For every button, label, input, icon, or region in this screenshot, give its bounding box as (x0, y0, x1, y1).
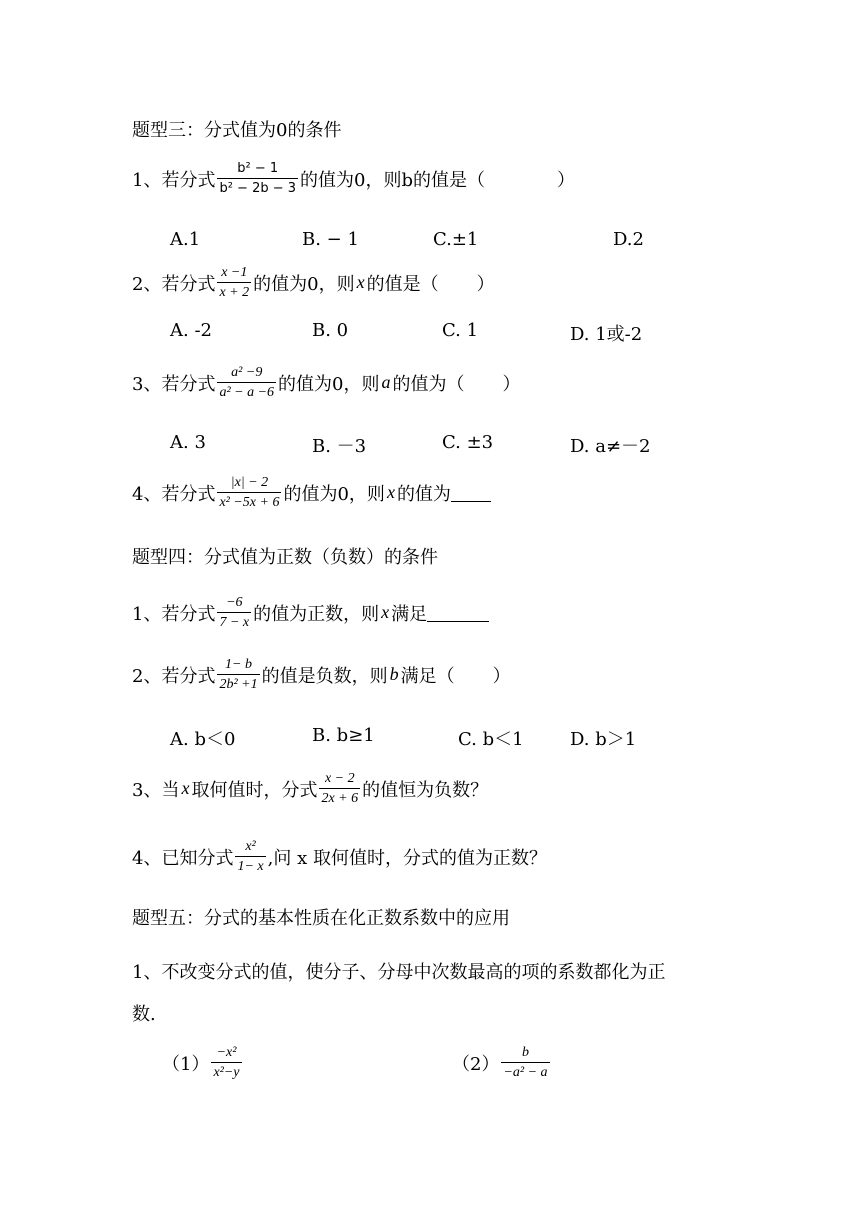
fraction: $\frac{\text{x²}}{1- x}$ (237, 839, 264, 874)
sec5-part-1: （1） $\frac{\text{−x²}}{\text{x²−y}}$ (162, 1045, 240, 1080)
option-c: C. ±3 (442, 432, 494, 453)
answer-blank[interactable] (427, 603, 489, 622)
section-5-title: 题型五：分式的基本性质在化正数系数中的应用 (132, 908, 510, 929)
option-c: C. 1 (442, 320, 479, 341)
sec4-question-3: 3、当 x 取何值时，分式 $\frac{x - 2}{2x + 6}$ 的值恒为负数？ (132, 771, 489, 806)
sec3-question-1: 1、若分式 $\frac{\text{b² − 1}}{\text{b² − 2b − 3}}$ 的值为0，则b的值是（ ） (132, 161, 576, 196)
option-d: D.2 (613, 229, 644, 250)
option-b: B. − 1 (302, 229, 359, 250)
fraction: $\frac{1- b}{\text{2b² +1}}$ (219, 657, 258, 692)
sec3-question-3: 3、若分式 $\frac{\text{a² −9}}{\text{a² − a −6}}$ 的值为0，则 a 的值为（ ） (132, 365, 521, 400)
sec5-part-2: （2） $\frac{b}{\text{−a² − a}}$ (452, 1045, 548, 1080)
fraction: $\frac{\text{−x²}}{\text{x²−y}}$ (213, 1045, 240, 1080)
sec4-question-1: 1、若分式 $\frac{-6}{7 - x}$ 的值为正数，则 x 满足 (132, 594, 489, 631)
fraction: $\frac{b}{\text{−a² − a}}$ (503, 1045, 548, 1080)
sec4-question-2: 2、若分式 $\frac{1- b}{\text{2b² +1}}$ 的值是负数，则 b 满足（ ） (132, 657, 511, 692)
section-3-title: 题型三：分式值为0的条件 (132, 120, 342, 141)
fraction: $\frac{-6}{7 - x}$ (219, 595, 250, 630)
fraction: $\frac{\text{b² − 1}}{\text{b² − 2b − 3}}$ (219, 161, 297, 196)
section-4-title: 题型四：分式值为正数（负数）的条件 (132, 547, 438, 568)
option-b: B. b≥1 (312, 725, 375, 746)
sec5-question-1-line-2: 数. (132, 1004, 156, 1025)
sec4-question-4: 4、已知分式 $\frac{\text{x²}}{1- x}$ ,问 x 取何值时，分式的值为正数？ (132, 839, 547, 874)
option-c: C. b＜1 (458, 729, 524, 750)
option-b: B. －3 (312, 436, 367, 457)
sec5-question-1-line-1: 1、不改变分式的值，使分子、分母中次数最高的项的系数都化为正 (132, 962, 666, 983)
sec3-question-2: 2、若分式 $\frac{x -1}{x + 2}$ 的值为0，则 x 的值是（ ） (132, 265, 495, 300)
option-a: A.1 (170, 229, 201, 250)
option-d: D. b＞1 (570, 729, 637, 750)
option-d: D. 1或-2 (570, 324, 643, 345)
option-a: A. b＜0 (170, 729, 236, 750)
option-d: D. a≠－2 (570, 436, 651, 457)
option-a: A. 3 (170, 432, 206, 453)
fraction: $\frac{x -1}{x + 2}$ (219, 265, 250, 300)
option-c: C.±1 (433, 229, 479, 250)
fraction: $\frac{x - 2}{2x + 6}$ (321, 771, 359, 806)
fraction: $\frac{|x| - 2}{\text{x² −5x + 6}}$ (219, 475, 280, 510)
option-a: A. -2 (170, 320, 212, 341)
answer-blank[interactable] (451, 483, 491, 502)
fraction: $\frac{\text{a² −9}}{\text{a² − a −6}}$ (219, 365, 275, 400)
option-b: B. 0 (312, 320, 349, 341)
sec3-question-4: 4、若分式 $\frac{|x| - 2}{\text{x² −5x + 6}}$ 的值为0，则 x 的值为 (132, 474, 491, 511)
